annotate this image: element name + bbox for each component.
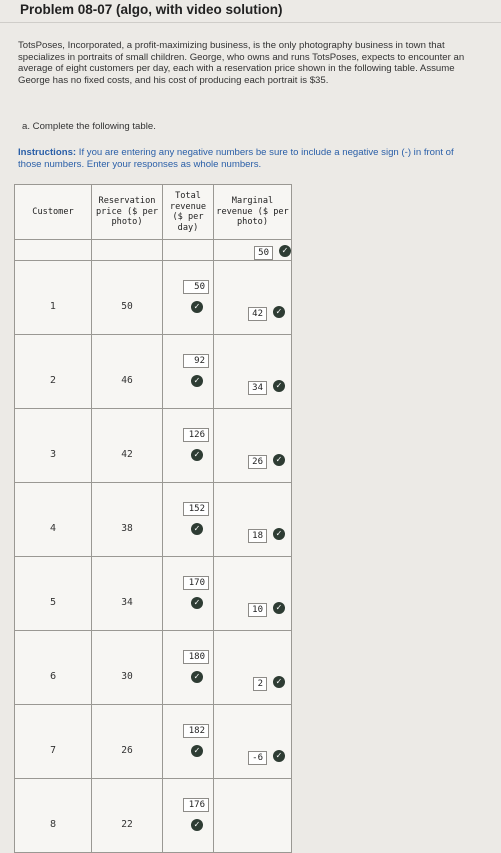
total-revenue-input[interactable]: 92 — [183, 354, 209, 368]
marginal-revenue-input[interactable]: 18 — [248, 529, 267, 543]
correct-check-icon: ✓ — [279, 245, 291, 257]
total-revenue-cell — [163, 483, 214, 557]
correct-check-icon: ✓ — [191, 819, 203, 831]
correct-check-icon: ✓ — [191, 449, 203, 461]
header-total-revenue: Total revenue ($ per day) — [163, 185, 214, 240]
table-row — [15, 409, 292, 483]
correct-check-icon: ✓ — [273, 602, 285, 614]
reservation-price-cell: 38 — [92, 483, 163, 557]
correct-check-icon: ✓ — [191, 745, 203, 757]
problem-intro: TotsPoses, Incorporated, a profit-maximizing business, is the only photography business in town that specializes in portraits of small children. George, who owns and runs TotsPoses, expects to encounter an average of eight customers per day, each with a reservation price shown in the following table. Assume George has no fixed costs, and his cost of producing each portrait is $35. — [18, 40, 465, 87]
marginal-revenue-cell — [214, 557, 292, 631]
marginal-revenue-input[interactable]: 26 — [248, 455, 267, 469]
header-marginal-revenue: Marginal revenue ($ per photo) — [214, 185, 292, 240]
customer-cell: 5 — [15, 557, 92, 631]
marginal-revenue-input[interactable]: -6 — [248, 751, 267, 765]
customer-cell: 8 — [15, 779, 92, 853]
customer-cell: 3 — [15, 409, 92, 483]
marginal-revenue-cell — [214, 261, 292, 335]
correct-check-icon: ✓ — [191, 301, 203, 313]
total-revenue-cell — [163, 261, 214, 335]
marginal-revenue-input[interactable]: 34 — [248, 381, 267, 395]
customer-cell: 1 — [15, 261, 92, 335]
table-row — [15, 557, 292, 631]
correct-check-icon: ✓ — [273, 454, 285, 466]
reservation-price-cell: 34 — [92, 557, 163, 631]
correct-check-icon: ✓ — [273, 528, 285, 540]
marginal-revenue-cell — [214, 483, 292, 557]
table-row — [15, 335, 292, 409]
reservation-price-cell: 26 — [92, 705, 163, 779]
header-customer: Customer — [15, 185, 92, 240]
correct-check-icon: ✓ — [191, 523, 203, 535]
problem-title: Problem 08-07 (algo, with video solution) — [20, 2, 283, 17]
reservation-price-cell: 42 — [92, 409, 163, 483]
correct-check-icon: ✓ — [273, 750, 285, 762]
total-revenue-input[interactable]: 170 — [183, 576, 209, 590]
marginal-revenue-input[interactable]: 42 — [248, 307, 267, 321]
customer-cell: 4 — [15, 483, 92, 557]
total-revenue-cell — [163, 779, 214, 853]
total-revenue-input[interactable]: 126 — [183, 428, 209, 442]
reservation-price-cell: 30 — [92, 631, 163, 705]
total-revenue-input[interactable]: 180 — [183, 650, 209, 664]
total-revenue-input[interactable]: 176 — [183, 798, 209, 812]
marginal-revenue-cell — [214, 705, 292, 779]
table-row — [15, 483, 292, 557]
marginal-revenue-input[interactable]: 2 — [253, 677, 267, 691]
table-row — [15, 261, 292, 335]
part-a-label: a. Complete the following table. — [22, 121, 156, 132]
reservation-price-cell: 46 — [92, 335, 163, 409]
total-revenue-input[interactable]: 152 — [183, 502, 209, 516]
correct-check-icon: ✓ — [273, 380, 285, 392]
marginal-revenue-input[interactable]: 10 — [248, 603, 267, 617]
correct-check-icon: ✓ — [191, 375, 203, 387]
marginal-revenue-cell — [214, 335, 292, 409]
total-revenue-cell — [163, 557, 214, 631]
correct-check-icon: ✓ — [273, 676, 285, 688]
table-row — [15, 705, 292, 779]
marginal-revenue-input[interactable]: 50 — [254, 246, 273, 260]
marginal-revenue-cell — [214, 409, 292, 483]
correct-check-icon: ✓ — [191, 671, 203, 683]
total-revenue-cell — [163, 335, 214, 409]
marginal-revenue-cell — [214, 779, 292, 853]
reservation-price-cell: 22 — [92, 779, 163, 853]
customer-cell: 2 — [15, 335, 92, 409]
header-reservation-price: Reservation price ($ per photo) — [92, 185, 163, 240]
total-revenue-cell — [163, 631, 214, 705]
customer-cell: 6 — [15, 631, 92, 705]
instructions-text: If you are entering any negative numbers be sure to include a negative sign (-) in front of those numbers. Enter your responses as whole numbers. — [18, 147, 454, 170]
total-revenue-input[interactable]: 50 — [183, 280, 209, 294]
correct-check-icon: ✓ — [191, 597, 203, 609]
table-row-top — [15, 240, 292, 261]
marginal-revenue-initial-cell — [214, 240, 292, 261]
table-row — [15, 631, 292, 705]
total-revenue-cell — [163, 705, 214, 779]
correct-check-icon: ✓ — [273, 306, 285, 318]
total-revenue-cell — [163, 409, 214, 483]
reservation-price-cell: 50 — [92, 261, 163, 335]
instructions-label: Instructions: — [18, 147, 77, 158]
total-revenue-input[interactable]: 182 — [183, 724, 209, 738]
revenue-table — [14, 184, 292, 853]
table-row — [15, 779, 292, 853]
title-divider — [0, 22, 501, 23]
customer-cell: 7 — [15, 705, 92, 779]
instructions — [18, 147, 468, 170]
marginal-revenue-cell — [214, 631, 292, 705]
